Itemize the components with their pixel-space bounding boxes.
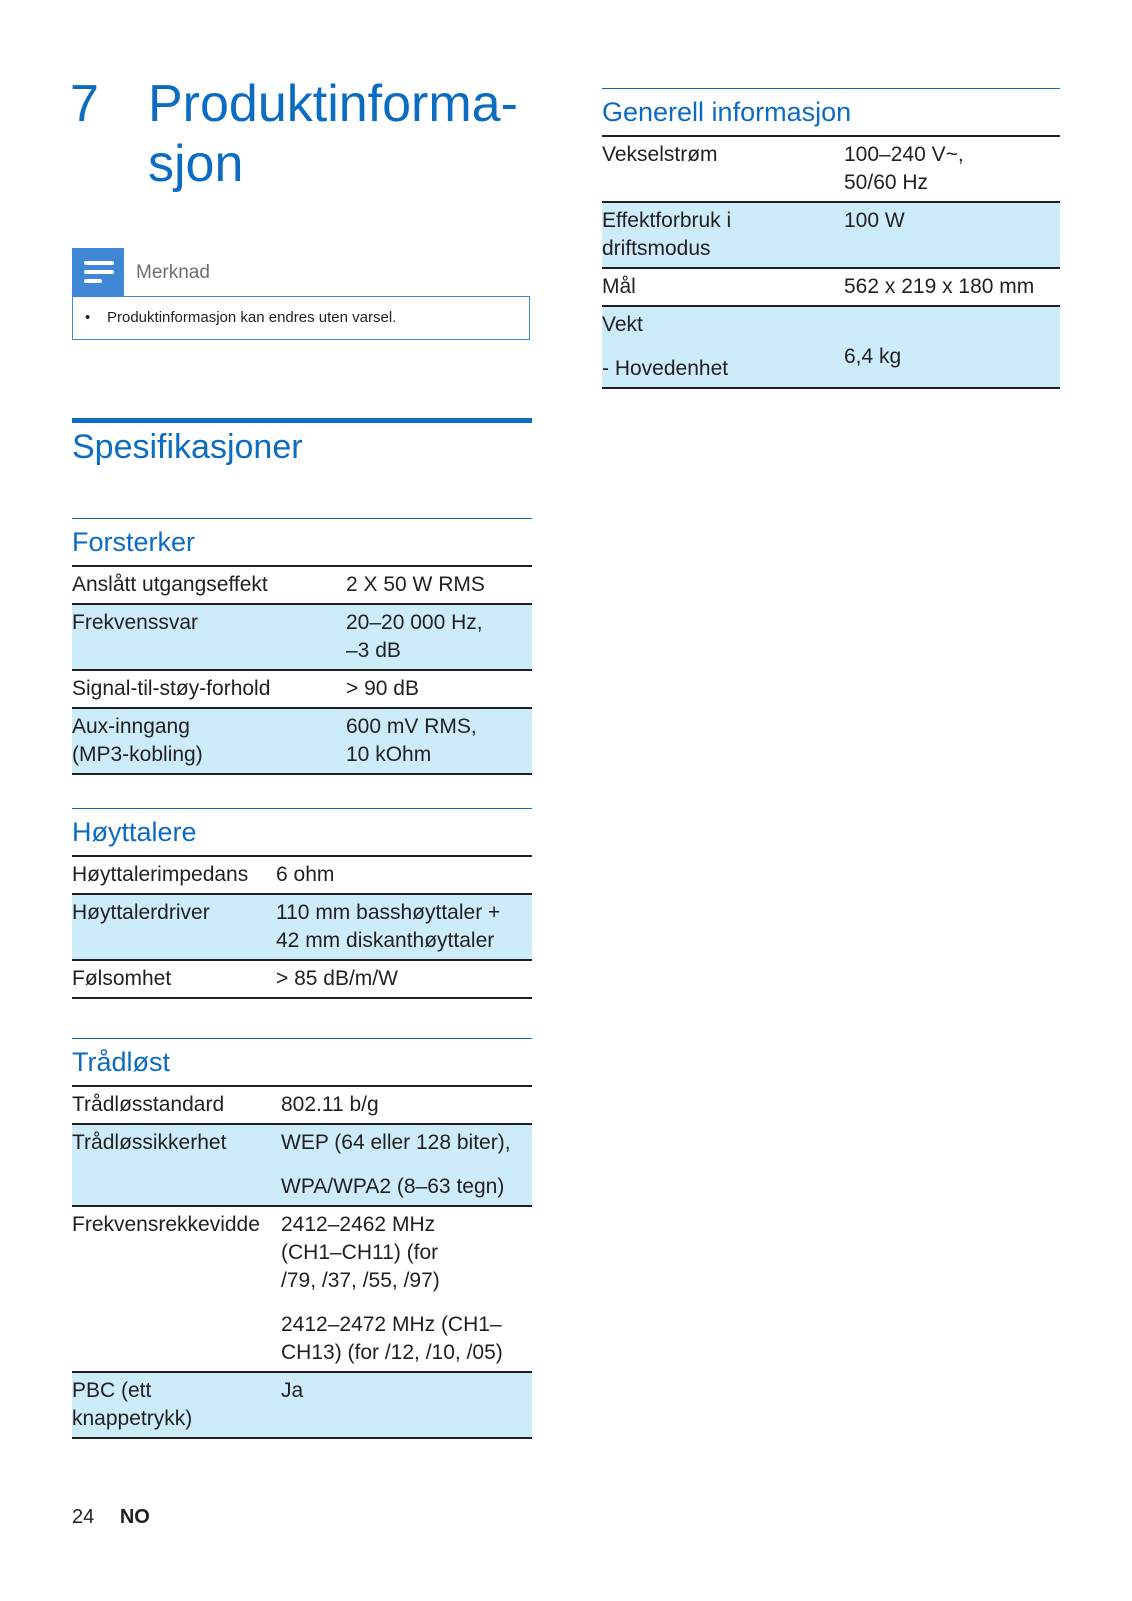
- spec-label-cell: [72, 1372, 277, 1438]
- table-row: [72, 1206, 532, 1372]
- spec-label-cell: [602, 136, 840, 202]
- spec-value-cell: [277, 1124, 532, 1206]
- spec-label-cell: [72, 1206, 277, 1372]
- spec-value: 10 kOhm: [346, 743, 432, 766]
- spec-value: 100 W: [844, 209, 905, 232]
- spec-value: 50/60 Hz: [844, 171, 929, 194]
- spec-value: 100–240 V~,: [844, 143, 964, 166]
- spec-value-cell: [342, 708, 532, 774]
- spec-value: 42 mm diskanthøyttaler: [276, 929, 495, 952]
- note-box: [72, 248, 532, 340]
- table-row: [72, 960, 532, 998]
- bullet-icon: •: [85, 309, 91, 326]
- spec-label-cell: [72, 604, 342, 670]
- table-row: [72, 1124, 532, 1206]
- spec-value-cell: [840, 136, 1060, 202]
- wireless-heading: Trådløst: [72, 1047, 171, 1077]
- spec-value: 6 ohm: [276, 863, 335, 886]
- amplifier-heading: Forsterker: [72, 527, 196, 557]
- wireless-table: [72, 1085, 532, 1439]
- spec-value: WPA/WPA2 (8–63 tegn): [281, 1175, 505, 1198]
- spec-label-cell: [72, 670, 342, 708]
- spec-label-cell: [602, 306, 840, 388]
- spec-label: Frekvenssvar: [72, 611, 199, 634]
- spec-value: [281, 1157, 532, 1173]
- spec-value: 20–20 000 Hz,: [346, 611, 483, 634]
- spec-label-cell: [72, 708, 342, 774]
- spec-label-cell: [72, 566, 342, 604]
- spec-value-cell: [840, 202, 1060, 268]
- spec-value-cell: [840, 306, 1060, 388]
- spec-value-cell: [342, 566, 532, 604]
- spec-label-cell: [72, 1086, 277, 1124]
- spec-label: Høyttalerimpedans: [72, 863, 249, 886]
- spec-label: Frekvensrekkevidde: [72, 1213, 260, 1236]
- general-table: [602, 135, 1060, 389]
- spec-label-cell: [72, 894, 272, 960]
- spec-value: 600 mV RMS,: [346, 715, 477, 738]
- spec-label: (MP3-kobling): [72, 743, 203, 766]
- note-label: Merknad: [136, 262, 210, 283]
- spec-value-cell: [342, 670, 532, 708]
- spec-value: 2 X 50 W RMS: [346, 573, 485, 596]
- spec-value: > 85 dB/m/W: [276, 967, 398, 990]
- wireless-spec: [72, 1038, 532, 1439]
- spec-label: driftsmodus: [602, 237, 711, 260]
- spec-value: –3 dB: [346, 639, 401, 662]
- spec-value: [844, 327, 1060, 343]
- table-row: [72, 894, 532, 960]
- spec-value-cell: [342, 604, 532, 670]
- chapter-number: 7: [70, 75, 99, 133]
- spec-value: 2412–2472 MHz (CH1–: [281, 1313, 502, 1336]
- language-code: NO: [119, 1506, 150, 1528]
- speakers-spec: [72, 808, 532, 999]
- spec-value-cell: [272, 960, 532, 998]
- spec-value-cell: [277, 1206, 532, 1372]
- spec-value-cell: [272, 856, 532, 894]
- spec-value-cell: [272, 894, 532, 960]
- spec-label: Følsomhet: [72, 967, 172, 990]
- note-content: [72, 296, 530, 340]
- table-row: [72, 856, 532, 894]
- spec-value: WEP (64 eller 128 biter),: [281, 1131, 511, 1154]
- table-row: [602, 268, 1060, 306]
- table-row: [602, 306, 1060, 388]
- spec-label: Trådløsstandard: [72, 1093, 225, 1116]
- spec-value: 802.11 b/g: [281, 1093, 379, 1116]
- general-heading: Generell informasjon: [602, 97, 852, 127]
- table-row: [72, 566, 532, 604]
- note-icon: [72, 248, 124, 296]
- section-title: Spesifikasjoner: [72, 428, 303, 466]
- spec-label: Vekselstrøm: [602, 143, 718, 166]
- spec-value: /79, /37, /55, /97): [281, 1269, 440, 1292]
- speakers-table: [72, 855, 532, 999]
- spec-label: Trådløssikkerhet: [72, 1131, 227, 1154]
- spec-value: 110 mm basshøyttaler +: [276, 901, 501, 924]
- spec-label-cell: [602, 268, 840, 306]
- spec-label: Høyttalerdriver: [72, 901, 210, 924]
- amplifier-table: [72, 565, 532, 775]
- page-footer: [72, 1506, 150, 1529]
- spec-value-cell: [840, 268, 1060, 306]
- table-row: [602, 136, 1060, 202]
- spec-value-cell: [277, 1372, 532, 1438]
- spec-label-cell: [72, 1124, 277, 1206]
- spec-label: Effektforbruk i: [602, 209, 732, 232]
- spec-label: PBC (ett: [72, 1379, 152, 1402]
- spec-label-cell: [602, 202, 840, 268]
- spec-value: CH13) (for /12, /10, /05): [281, 1341, 503, 1364]
- general-spec: [602, 88, 1060, 389]
- chapter-title-line2: sjon: [148, 135, 244, 193]
- amplifier-spec: [72, 518, 532, 775]
- table-row: [72, 670, 532, 708]
- spec-value: Ja: [281, 1379, 304, 1402]
- spec-value: [281, 1295, 532, 1311]
- chapter-title-line1: Produktinforma-: [148, 75, 518, 133]
- table-row: [602, 202, 1060, 268]
- spec-value: 6,4 kg: [844, 345, 902, 368]
- spec-value: (CH1–CH11) (for: [281, 1241, 439, 1264]
- spec-label: Aux-inngang: [72, 715, 190, 738]
- table-row: [72, 604, 532, 670]
- table-row: [72, 1372, 532, 1438]
- spec-value: [844, 311, 1060, 327]
- spec-label: knappetrykk): [72, 1407, 193, 1430]
- spec-label: Vekt: [602, 313, 643, 336]
- spec-label-cell: [72, 960, 272, 998]
- spec-value: > 90 dB: [346, 677, 419, 700]
- spec-value-cell: [277, 1086, 532, 1124]
- page-number: 24: [72, 1506, 95, 1528]
- table-row: [72, 708, 532, 774]
- note-text: Produktinformasjon kan endres uten varsel.: [107, 309, 397, 326]
- spec-label: Mål: [602, 275, 636, 298]
- spec-value: 2412–2462 MHz: [281, 1213, 436, 1236]
- spec-label: Anslått utgangseffekt: [72, 573, 268, 596]
- spec-label: Signal-til-støy-forhold: [72, 677, 271, 700]
- spec-label: [602, 339, 840, 355]
- speakers-heading: Høyttalere: [72, 817, 197, 847]
- spec-label-cell: [72, 856, 272, 894]
- section-rule: [72, 418, 532, 423]
- spec-label: - Hovedenhet: [602, 357, 729, 380]
- spec-value: 562 x 219 x 180 mm: [844, 275, 1035, 298]
- table-row: [72, 1086, 532, 1124]
